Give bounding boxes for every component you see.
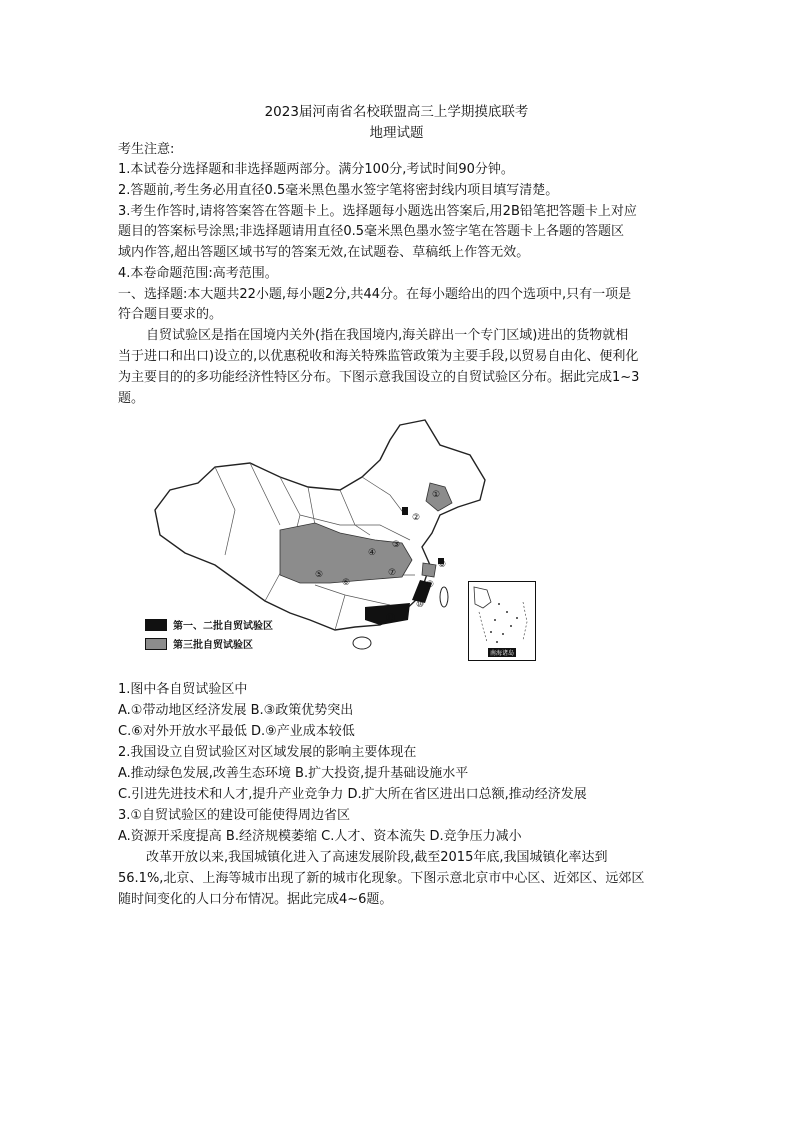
exam-title: 2023届河南省名校联盟高三上学期摸底联考: [264, 104, 529, 120]
question-line: A.资源开采度提高 B.经济规模萎缩 C.人才、资本流失 D.竞争压力减小: [118, 829, 522, 844]
map-marker: ⑥: [342, 578, 351, 588]
taiwan-island: [440, 587, 448, 607]
legend-swatch-black: [145, 619, 167, 631]
legend-label: 第一、二批自贸试验区: [173, 621, 273, 632]
passage-line: 题。: [118, 391, 145, 406]
legend-item-third: [145, 636, 253, 651]
notice-item: 2.答题前,考生务必用直径0.5毫米黑色墨水签字笔将密封线内项目填写清楚。: [118, 183, 559, 198]
legend-label: 第三批自贸试验区: [173, 640, 253, 651]
question-line: 1.图中各自贸试验区中: [118, 682, 248, 697]
question-line: C.引进先进技术和人才,提升产业竞争力 D.扩大所在省区进出口总额,推动经济发展: [118, 787, 587, 802]
question-line: 3.①自贸试验区的建设可能使得周边省区: [118, 808, 351, 823]
hainan-island: [353, 637, 371, 649]
notice-item: 题目的答案标号涂黑;非选择题请用直径0.5毫米黑色墨水签字笔在答题卡上各题的答题区: [118, 224, 625, 239]
map-marker: ①: [432, 490, 441, 500]
legend-item-first-second: [145, 617, 273, 632]
map-marker: ⑪: [386, 614, 396, 624]
passage-line: 自贸试验区是指在国境内关外(指在我国境内,海关辟出一个专门区域)进出的货物就相: [146, 328, 629, 343]
passage-line: 为主要目的的多功能经济性特区分布。下图示意我国设立的自贸试验区分布。据此完成1~3: [118, 370, 640, 385]
notice-item: 3.考生作答时,请将答案答在答题卡上。选择题每小题选出答案后,用2B铅笔把答题卡上对应: [118, 204, 637, 219]
passage-line: 随时间变化的人口分布情况。据此完成4~6题。: [118, 892, 393, 907]
passage-line: 当于进口和出口)设立的,以优惠税收和海关特殊监管政策为主要手段,以贸易自由化、便利化: [118, 349, 639, 364]
notice-item: 域内作答,超出答题区域书写的答案无效,在试题卷、草稿纸上作答无效。: [118, 245, 530, 260]
notice-item: 1.本试卷分选择题和非选择题两部分。满分100分,考试时间90分钟。: [118, 162, 514, 177]
zhejiang-region: [422, 563, 436, 577]
map-marker: ⑩: [416, 600, 425, 610]
map-marker: ⑧: [438, 560, 447, 570]
section-heading: 符合题目要求的。: [118, 307, 223, 322]
map-marker: ⑨: [426, 580, 435, 590]
question-line: C.⑥对外开放水平最低 D.⑨产业成本较低: [118, 724, 355, 739]
passage-line: 56.1%,北京、上海等城市出现了新的城市化现象。下图示意北京市中心区、近郊区、远郊区: [118, 871, 645, 886]
tianjin-region: [402, 507, 408, 515]
map-marker: ③: [392, 540, 401, 550]
question-line: 2.我国设立自贸试验区对区域发展的影响主要体现在: [118, 745, 417, 760]
legend-swatch-grey: [145, 638, 167, 650]
exam-subtitle: 地理试题: [369, 125, 424, 141]
passage-line: 改革开放以来,我国城镇化进入了高速发展阶段,截至2015年底,我国城镇化率达到: [146, 850, 608, 865]
question-line: A.推动绿色发展,改善生态环境 B.扩大投资,提升基础设施水平: [118, 766, 469, 781]
map-marker: ⑦: [388, 568, 397, 578]
map-marker: ②: [412, 513, 421, 523]
notice-item: 4.本卷命题范围:高考范围。: [118, 266, 278, 281]
section-heading: 一、选择题:本大题共22小题,每小题2分,共44分。在每小题给出的四个选项中,只有一项是: [118, 287, 632, 302]
question-line: A.①带动地区经济发展 B.③政策优势突出: [118, 703, 354, 718]
notice-heading: 考生注意:: [118, 142, 175, 157]
map-marker: ⑤: [315, 570, 324, 580]
inset-label: 南海诸岛: [490, 650, 515, 657]
map-marker: ④: [368, 548, 377, 558]
